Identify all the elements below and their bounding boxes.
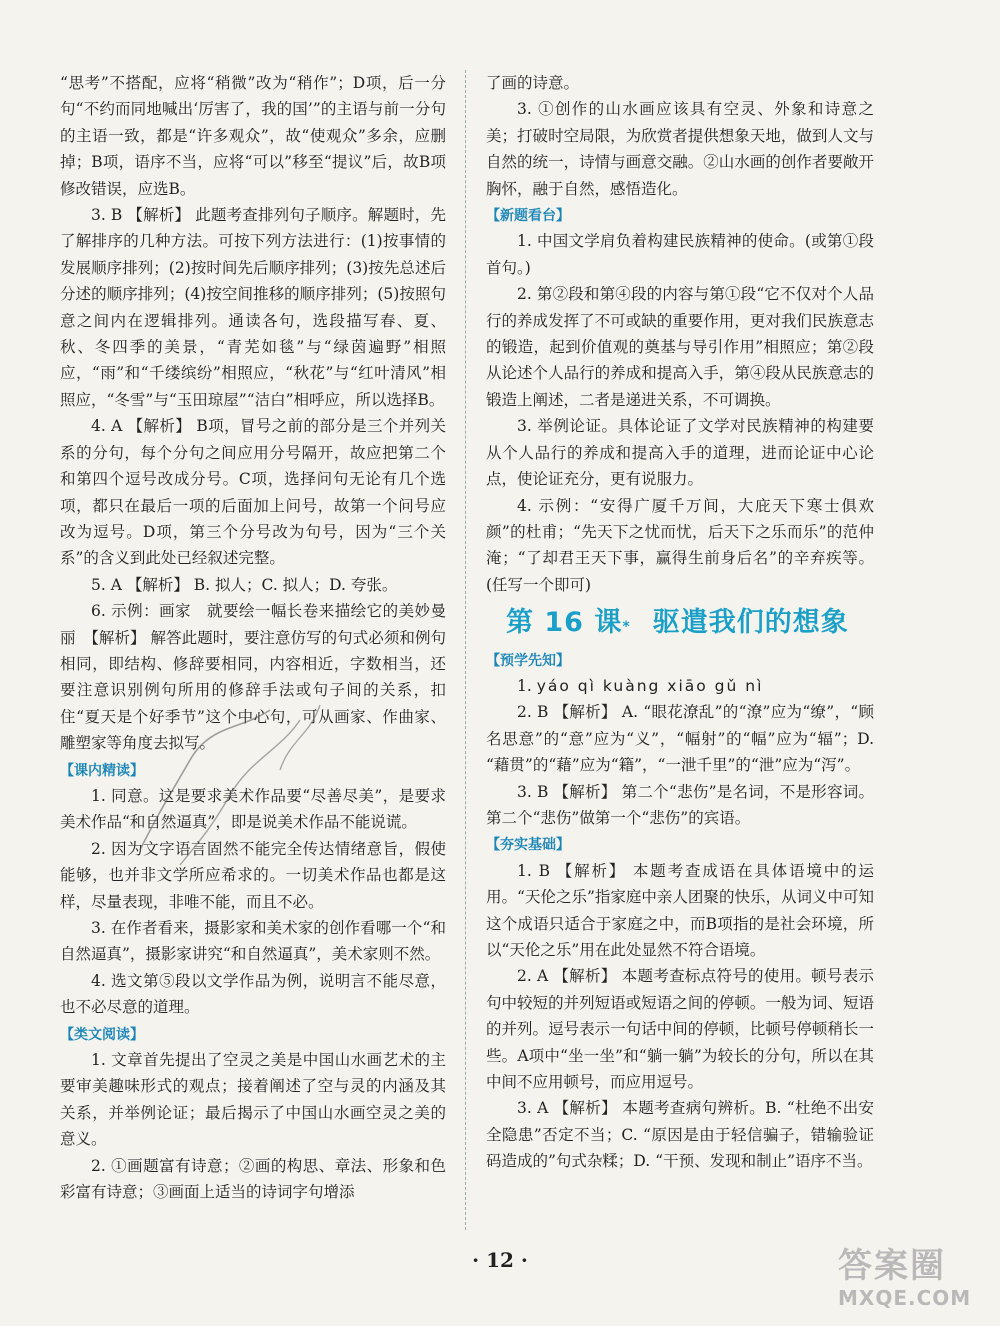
answer-paragraph: 5. A 【解析】 B. 拟人；C. 拟人；D. 夸张。 [91, 575, 398, 594]
column-divider [465, 70, 466, 1230]
answer-paragraph: 2. A 【解析】 本题考查标点符号的使用。顿号表示句中较短的并列短语或短语之间的停顿。一般为词、短语的并列。逗号表示一句话中间的停顿，比顿号停顿稍长一些。A项中“坐一坐”和“躺一躺”为较长的分句，所以在其中间不应用顿号，而应用逗号。 [486, 967, 874, 1092]
right-column [486, 70, 874, 1175]
answer-paragraph: 1. 文章首先提出了空灵之美是中国山水画艺术的主要审美趣味形式的观点；接着阐述了空与灵的内涵及其关系，并举例论证；最后揭示了中国山水画空灵之美的意义。 [60, 1051, 446, 1149]
answer-paragraph: 2. 第②段和第④段的内容与第①段“它不仅对个人品行的养成发挥了不可或缺的重要作用，更对我们民族意志的锻造，起到价值观的奠基与导引作用”相照应；第②段从论述个人品行的养成和提高入手，第④段从民族意志的锻造上阐述，二者是递进关系，不可调换。 [486, 285, 874, 409]
answer-paragraph: 了画的诗意。 [486, 74, 580, 92]
answer-paragraph: “思考”不搭配，应将“稍微”改为“稍作”；D项，后一分句“不约而同地喊出‘厉害了，我的国’”的主语与前一分句的主语一致，都是“许多观众”，故“使观众”多余，应删掉；B项，语序不当，应将“可以”移至“提议”后，故B项修改错误，应选B。 [60, 74, 446, 198]
site-watermark [838, 1246, 988, 1318]
answer-paragraph: 2. B 【解析】 A. “眼花潦乱”的“潦”应为“缭”，“顾名思意”的“意”应为“义”，“幅射”的“幅”应为“辐”；D. “藉贯”的“藉”应为“籍”，“一泄千里”的“泄”应为“泻”。 [486, 703, 874, 775]
answer-paragraph: 2. 因为文字语言固然不能完全传达情绪意旨，假使能够，也并非文学所应希求的。一切美术作品也都是这样，尽量表现，非唯不能，而且不必。 [60, 839, 446, 911]
watermark-url: MXQE.COM [838, 1286, 972, 1310]
section-heading: 【课内精读】 [60, 762, 144, 779]
answer-prefix: 1. [517, 676, 537, 695]
answer-paragraph: 3. 举例论证。具体论证了文学对民族精神的构建要从个人品行的养成和提高入手的道理，进而论证中心论点，使论证充分，更有说服力。 [486, 417, 874, 489]
section-heading: 【新题看台】 [486, 208, 570, 225]
answer-paragraph: 4. A 【解析】 B项，冒号之前的部分是三个并列关系的分句，每个分句之间应用分号隔开，故应把第二个和第四个逗号改成分号。C项，选择问句无论有几个选项，都只在最后一项的后面加上问号，故第一个问号应改为逗号。D项，第三个分号改为句号，因为“三个关系”的含义到此处已经叙述完整。 [60, 417, 446, 568]
section-heading: 【夯实基础】 [486, 837, 570, 854]
answer-paragraph: 2. ①画题富有诗意；②画的构思、章法、形象和色彩富有诗意；③画面上适当的诗词字句增添 [60, 1156, 446, 1202]
watermark-logo: 答案圈 [838, 1246, 946, 1286]
lesson-mark: * [622, 619, 631, 636]
answer-paragraph: 3. 在作者看来，摄影家和美术家的创作看哪一个“和自然逼真”，摄影家讲究“和自然逼真”，美术家则不然。 [60, 919, 446, 964]
answer-paragraph: 4. 示例：“安得广厦千万间，大庇天下寒士俱欢颜”的杜甫；“先天下之忧而忧，后天下之乐而乐”的范仲淹；“了却君王天下事，赢得生前身后名”的辛弃疾等。(任写一个即可) [486, 496, 874, 594]
answer-paragraph: 3. ①创作的山水画应该具有空灵、外象和诗意之美；打破时空局限，为欣赏者提供想象天地，做到人文与自然的统一，诗情与画意交融。②山水画的创作者要敞开胸怀，融于自然，感悟造化。 [486, 100, 874, 198]
answer-paragraph: 1. 同意。这是要求美术作品要“尽善尽美”，是要求美术作品“和自然逼真”，即是说美术作品不能说谎。 [60, 786, 446, 832]
section-heading: 【预学先知】 [486, 652, 570, 669]
pinyin-answer: yáo qì kuàng xiāo gǔ nì [536, 676, 764, 695]
answer-paragraph: 1. 中国文学肩负着构建民族精神的使命。(或第①段首句。) [486, 232, 874, 277]
lesson-name: 驱遣我们的想象 [652, 607, 849, 639]
page-number: · 12 · [472, 1248, 528, 1272]
answer-paragraph: 6. 示例：画家 就要绘一幅长卷来描绘它的美妙曼丽 【解析】 解答此题时，要注意仿写的句式必须和例句相同，即结构、修辞要相同，内容相近，字数相当，还要注意识别例句所用的修辞手法或句子间的关系，扣住“夏天是个好季节”这个中心句，可从画家、作曲家、雕塑家等角度去拟写。 [60, 602, 446, 753]
answer-paragraph: 1. B 【解析】 本题考查成语在具体语境中的运用。“天伦之乐”指家庭中亲人团聚的快乐，从词义中可知这个成语只适合于家庭之中，而B项指的是社会环境，所以“天伦之乐”用在此处显然不符合语境。 [486, 861, 874, 959]
answer-paragraph [486, 673, 874, 699]
section-heading: 【类文阅读】 [60, 1026, 144, 1043]
answer-paragraph: 3. A 【解析】 本题考查病句辨析。B. “杜绝不出安全隐患”否定不当；C. “原因是由于轻信骗子，错输验证码造成的”句式杂糅；D. “干预、发现和制止”语序不当。 [486, 1099, 874, 1171]
lesson-number: 第 16 课 [506, 607, 623, 639]
left-column [60, 70, 446, 1205]
answer-paragraph: 3. B 【解析】 此题考查排列句子顺序。解题时，先了解排序的几种方法。可按下列方法进行：(1)按事情的发展顺序排列；(2)按时间先后顺序排列；(3)按先总述后分述的顺序排列；(4)按空间推移的顺序排列；(5)按照句意之间内在逻辑排列。通读各句，选段描写春、夏、秋、冬四季的美景，“青芜如毯”与“绿茵遍野”相照应，“雨”和“千缕缤纷”相照应，“秋花”与“红叶清风”相照应，“冬雪”与“玉田琼屋”“洁白”相呼应，所以选择B。 [60, 206, 446, 409]
lesson-title [506, 607, 874, 640]
answer-paragraph: 3. B 【解析】 第二个“悲伤”是名词，不是形容词。第二个“悲伤”做第一个“悲伤”的宾语。 [486, 782, 874, 827]
answer-paragraph: 4. 选文第⑤段以文学作品为例，说明言不能尽意，也不必尽意的道理。 [60, 971, 446, 1017]
